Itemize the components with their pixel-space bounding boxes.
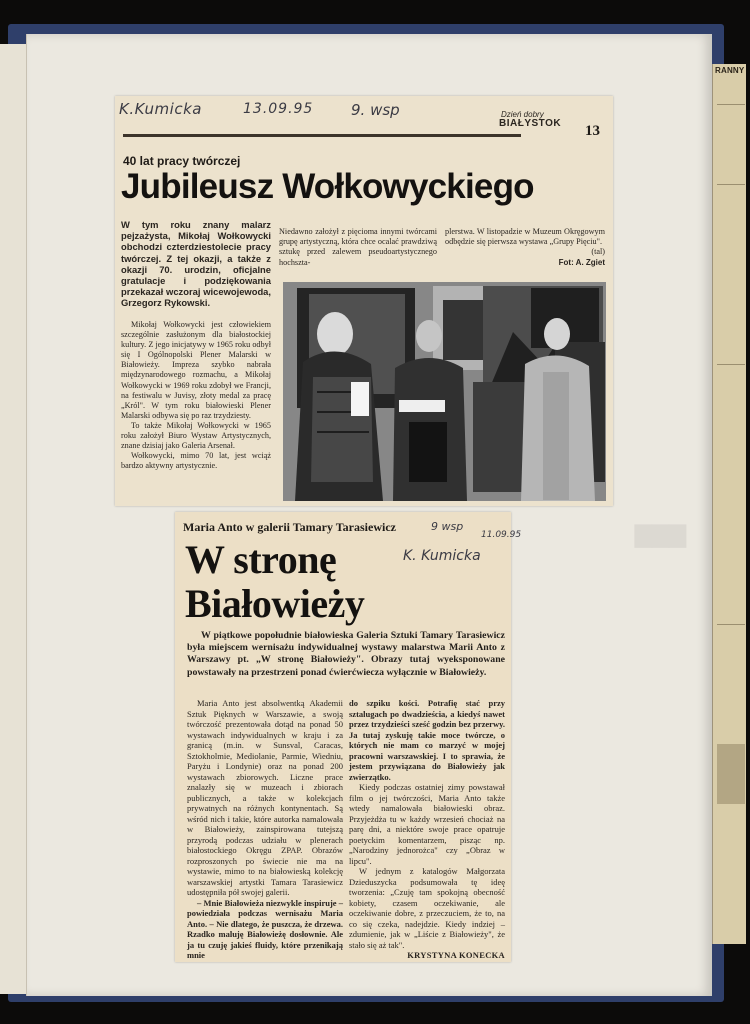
lead-paragraph: W piątkowe popołudnie białowieska Galeria Sztuki Tamary Tarasiewicz była miejscem wernisażu indywidualnej wystawy malarstwa Marii Anto z Warszawy pt. „W stronę Białowieży". Obrazy tutaj wyeksponowane powstawały na przestrzeni ponad ćwierćwiecza wyłącznie w Białowieży. <box>187 630 505 678</box>
paragraph: To także Mikołaj Wołkowycki w 1965 roku założył Biuro Wystaw Artystycznych, znane dzisiaj jako Galeria Arsenał. <box>121 420 271 451</box>
binder-bottom <box>0 1000 750 1024</box>
newspaper-logo-tagline: Dzień dobry <box>501 110 544 119</box>
handwritten-author: K. Kumicka <box>403 548 481 564</box>
newspaper-logo: BIAŁYSTOK <box>499 118 562 129</box>
text-line <box>717 184 745 185</box>
page-number: 13 <box>585 123 600 139</box>
article-column-2: Niedawno założył z pięcioma innymi twórcami grupę artystyczną, która chce ocalać prawdziwą sztukę przed zalewem pseudoartystycznego hochszta- <box>279 227 437 267</box>
news-photo <box>283 282 606 501</box>
paragraph: Mikołaj Wołkowycki jest człowiekiem szczególnie zasłużonym dla białostockiej kultury. Z jego inicjatywy w 1965 roku odbył się I Ogólnopolski Plener Malarski w Białowieży. Impreza szybko nabrała międzynarodowego rozmachu, a Mikołaj Wołkowycki w 1969 roku zdobył we Francji, na festiwalu w Juvisy, złoty medal za pracę „Król". W tym roku białowieski Plener Malarski odbywa się po raz trzydziesty. <box>121 320 271 420</box>
handwritten-source: 9 wsp <box>431 520 464 533</box>
handwritten-source: 9. wsp <box>351 101 400 119</box>
article-column-1 <box>121 320 271 471</box>
handwritten-author: K.Kumicka <box>119 100 202 118</box>
album-page <box>26 34 712 996</box>
paragraph: Kiedy podczas ostatniej zimy powstawał film o jej twórczości, Maria Anto także wtedy namalowała białowieski obraz. Przyjeżdża tu w każdy wrzesień chociaż na parę dni, a niektóre swoje prace opatruje poetyckim komentarzem, pisząc np. „Narodziny jednorożca" czy „Obraz w lipcu". <box>349 782 505 866</box>
masthead-rule <box>123 134 521 137</box>
newspaper-clipping-w-strone-bialowiezy <box>175 512 522 962</box>
bleed-through <box>627 34 713 996</box>
headline-line-2: Białowieży <box>185 581 365 626</box>
paragraph: Maria Anto jest absolwentką Akademii Sztuk Pięknych w Warszawie, a swoją twórczość prezentowała dotąd na ponad 50 wystawach indywidualnych w kraju i za granicą (m.in. w Sunsval, Caracas, Sztokholmie, Mediolanie, Parmie, Wiedniu, Paryżu i Londynie) oraz na ponad 200 wystawach zbiorowych. Liczne prace znalazły się w muzeach i zbiorach publicznych, a także w kolekcjach prywatnych na różnych kontynentach. Są wśród nich i takie, które autorka namalowała w Białowieży, zainspirowana tutejszą przyrodą podczas udziału w plenerach białostockiego Okręgu ZPAP. Obrazów rozproszonych po świecie nie ma na wystawie, mimo to na białowieską kolekcję warszawskiej artystki Tamara Tarasiewicz udostępniła pół swojej galerii. <box>187 698 343 897</box>
headline-line-1: W stronę <box>185 537 337 582</box>
bleed-through-shape: ▇▇▇ <box>635 522 686 547</box>
article-column-2 <box>349 698 505 961</box>
newspaper-clipping-jubileusz <box>115 96 613 506</box>
adjacent-page-strip <box>712 64 746 944</box>
signature: (tal) <box>591 247 605 257</box>
photo-credit: Fot: A. Zgiet <box>558 257 605 267</box>
text-line <box>717 364 745 365</box>
photo-fragment <box>717 744 745 804</box>
headline <box>185 538 364 626</box>
paragraph-quote: – Mnie Białowieża niezwykle inspiruje – powiedziała podczas wernisażu Maria Anto. – Nie dlatego, że puszcza, że drzewa. Rzadko maluję Białowieżę dosłownie. Ale ja tu czuję jakieś fluidy, które przenikają mnie <box>187 897 343 960</box>
handwritten-date: 13.09.95 <box>243 101 314 117</box>
lead-paragraph: W tym roku znany malarz pejzażysta, Mikołaj Wołkowycki obchodzi czterdziestolecie pracy twórczej. Z tej okazji, a także z okazji 70. urodzin, oficjalne gratulacje i podziękowania przekazał wczoraj wicewojewoda, Grzegorz Rykowski. <box>121 219 271 309</box>
photo-illustration <box>283 282 606 501</box>
headline: Jubileusz Wołkowyckiego <box>121 167 534 206</box>
article-column-3 <box>445 227 605 268</box>
paragraph: W jednym z katalogów Małgorzata Dzieduszycka podsumowała tę ideę tworzenia: „Czuję tam spokojną obecność kobiety, czasem oczekiwanie, ale oczekiwanie dobre, z przeczuciem, że to, na co się czeka, nadejdzie. Kiedy indziej – zdumienie, jak w „Liście z Białowieży", że stało się aż tak". <box>349 866 505 950</box>
paragraph: Wołkowycki, mimo 70 lat, jest wciąż bardzo aktywny artystycznie. <box>121 451 271 471</box>
kicker: Maria Anto w galerii Tamary Tarasiewicz <box>183 520 396 534</box>
handwritten-date: 11.09.95 <box>481 530 522 540</box>
adjacent-page-text: RANNY <box>715 66 745 75</box>
paragraph-quote: do szpiku kości. Potrafię stać przy sztalugach po dwadzieścia, a kiedyś nawet przez trzydzieści sześć godzin bez przerwy. Ja tutaj zyskuję takie moce twórcze, o których nie mam co marzyć w mojej pracowni warszawskiej. I to sprawia, że jestem przywiązana do Białowieży jak zwierzątko. <box>349 698 505 782</box>
text-line <box>717 104 745 105</box>
author-byline: KRYSTYNA KONECKA <box>407 950 505 960</box>
text-line <box>717 624 745 625</box>
kicker: 40 lat pracy twórczej <box>123 154 241 168</box>
paragraph: plerstwa. W listopadzie w Muzeum Okręgowym odbędzie się pierwsza wystawa „Grupy Pięciu". <box>445 227 605 247</box>
article-column-1 <box>187 698 343 961</box>
